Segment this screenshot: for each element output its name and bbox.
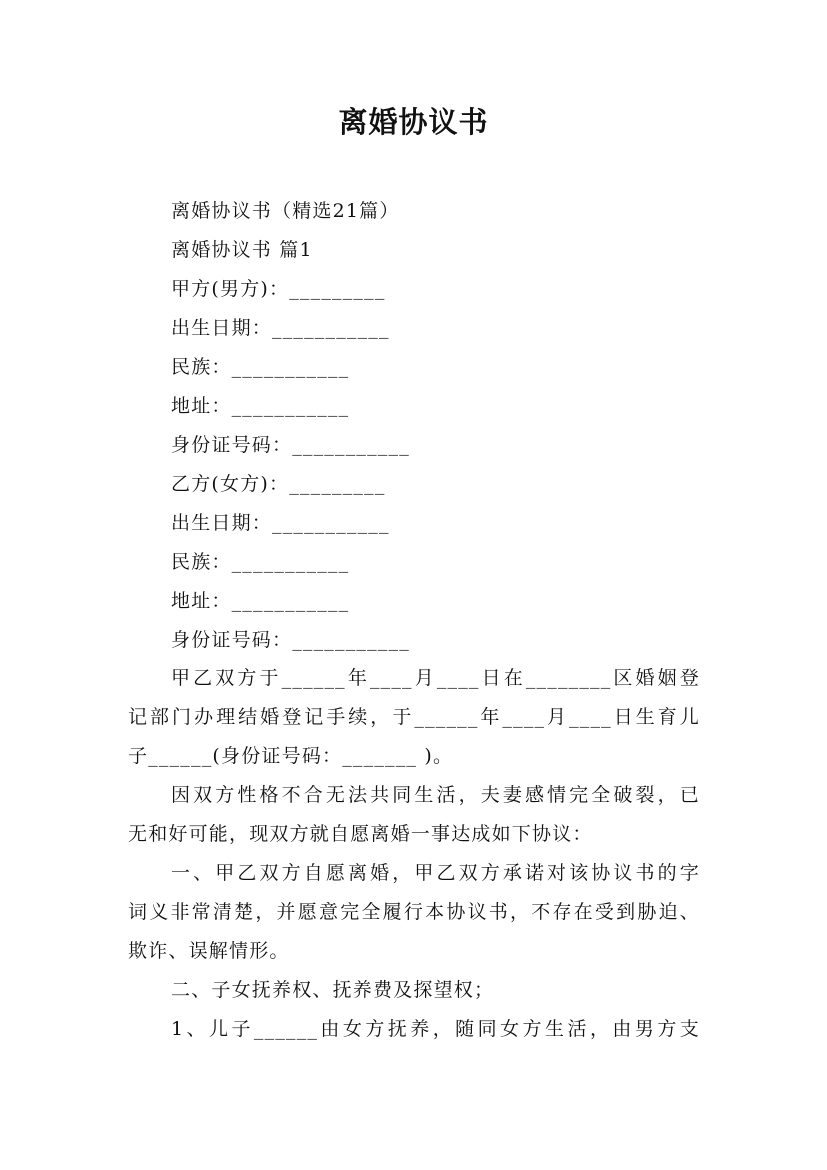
document-title: 离婚协议书 <box>338 105 489 139</box>
section-heading: 离婚协议书 篇1 <box>171 239 313 261</box>
paragraph-line: 子______(身份证号码：_______ )。 <box>128 745 454 767</box>
paragraph-line: 欺诈、误解情形。 <box>128 940 290 962</box>
paragraph-line: 记部门办理结婚登记手续，于______年____月____日生育儿 <box>128 706 700 728</box>
id-number-field: 身份证号码：___________ <box>171 629 410 651</box>
ethnicity-field: 民族：___________ <box>171 356 350 378</box>
paragraph-line: 1、儿子______由女方抚养，随同女方生活，由男方支 <box>171 1018 700 1040</box>
paragraph-line: 一、甲乙双方自愿离婚，甲乙双方承诺对该协议书的字 <box>171 862 700 884</box>
paragraph-line: 无和好可能，现双方就自愿离婚一事达成如下协议： <box>128 823 593 845</box>
birth-date-field: 出生日期：___________ <box>171 317 390 339</box>
paragraph-line: 因双方性格不合无法共同生活，夫妻感情完全破裂，已 <box>171 784 700 806</box>
subtitle-line: 离婚协议书（精选21篇） <box>171 200 400 222</box>
paragraph-line: 甲乙双方于______年____月____日在________区婚姻登 <box>171 667 700 689</box>
paragraph-line: 词义非常清楚，并愿意完全履行本协议书，不存在受到胁迫、 <box>128 901 700 923</box>
address-field: 地址：___________ <box>171 395 350 417</box>
party-b-field: 乙方(女方)：_________ <box>171 473 386 495</box>
section-heading: 二、子女抚养权、抚养费及探望权； <box>171 979 495 1001</box>
address-field: 地址：___________ <box>171 590 350 612</box>
birth-date-field: 出生日期：___________ <box>171 512 390 534</box>
id-number-field: 身份证号码：___________ <box>171 434 410 456</box>
ethnicity-field: 民族：___________ <box>171 551 350 573</box>
party-a-field: 甲方(男方)：_________ <box>171 278 386 300</box>
